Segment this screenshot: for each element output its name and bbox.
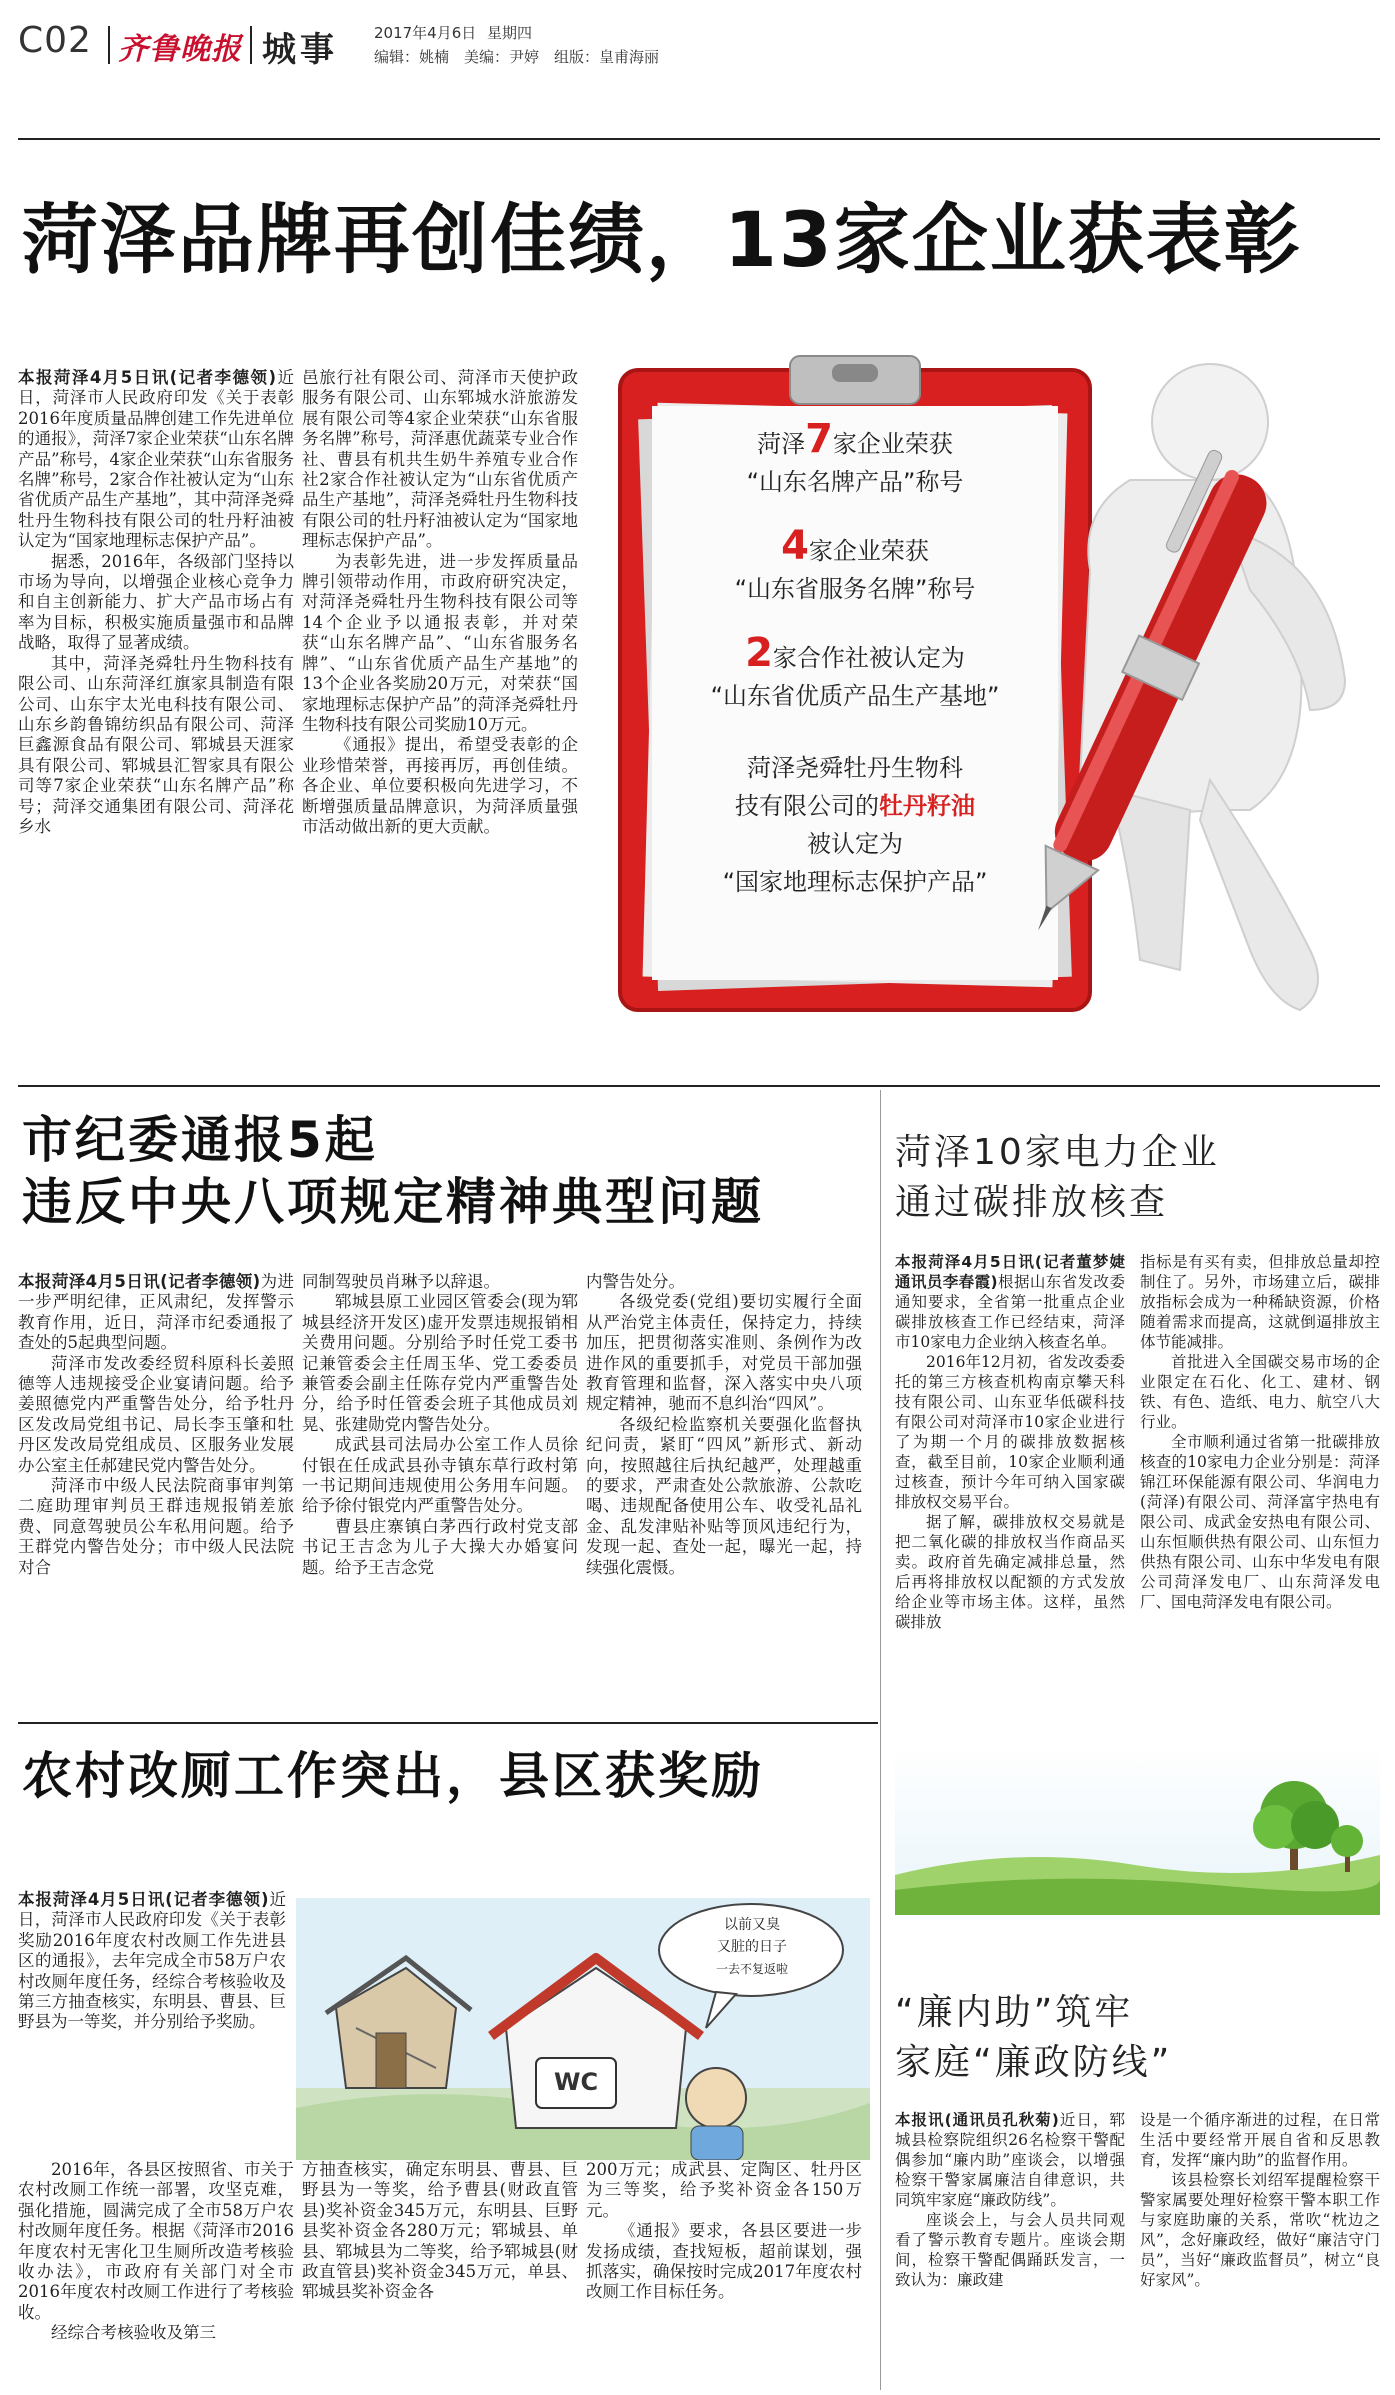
paragraph: 内警告处分。 [586, 1272, 685, 1291]
paragraph: 方抽查核实，确定东明县、曹县、巨野县为一等奖，给予曹县(财政直管县)奖补资金345万元，东明县、巨野县奖补资金各280万元；郓城县、单县、郓城县为二等奖，给予郓城县(财政直管县)奖补资金345万元，单县、郓城县奖补资金各 [302, 2160, 578, 2302]
paragraph: 经综合考核验收及第三 [51, 2323, 216, 2343]
section-rule [18, 1085, 1380, 1087]
bubble-line: 又脏的日子 [717, 1939, 787, 1955]
infographic-line: 被认定为 [807, 830, 903, 858]
clipboard-infographic [610, 350, 1390, 1050]
editor-credits: 编辑：姚楠 美编：尹婷 组版：皇甫海丽 [374, 48, 660, 66]
infographic-text [652, 416, 1058, 901]
paper-logo: 齐鲁晚报 [118, 32, 242, 67]
story3-column-1b [18, 2160, 294, 2390]
story2-column-1 [18, 1272, 294, 1692]
paragraph: 《通报》要求，各县区要进一步发扬成绩，查找短板，超前谋划，强抓落实，确保按时完成2017年度农村改厕工作目标任务。 [586, 2221, 862, 2302]
toilet-cartoon [296, 1898, 870, 2160]
story5-dateline: 本报讯(通讯员孔秋菊) [895, 2111, 1059, 2129]
paragraph: 为表彰先进，进一步发挥质量品牌引领带动作用，市政府研究决定，对菏泽尧舜牡丹生物科技有限公司等14个企业予以通报表彰，并对荣获“山东名牌产品”、“山东省服务名牌”、“山东省优质产品生产基地”的13个企业各奖励20万元，对荣获“国家地理标志保护产品”的菏泽尧舜牡丹生物科技有限公司奖励10万元。 [302, 551, 578, 734]
story4-dateline: 本报菏泽4月5日讯(记者董梦婕 通讯员李春霞) [895, 1253, 1125, 1291]
bubble-line: 一去不复返啦 [715, 1962, 788, 1976]
infographic-line: 家合作社被认定为 [772, 644, 965, 672]
page-number: C02 [18, 20, 92, 61]
masthead-rule [18, 138, 1380, 140]
paragraph: 近日，菏泽市人民政府印发《关于表彰奖励2016年度农村改厕工作先进县区的通报》，去年完成全市58万户农村改厕年度任务，经综合考核验收及第三方抽查核实，东明县、曹县、巨野县为一等奖，并分别给予奖励。 [18, 1890, 286, 2032]
cartoon-sign: WC [554, 2068, 599, 2096]
infographic-line: “国家地理标志保护产品” [722, 868, 988, 896]
paragraph: 各级纪检监察机关要强化监督执纪问责，紧盯“四风”新形式、新动向，按照越往后执纪越严，处理越重的要求，严肃查处公款旅游、公款吃喝、违规配备使用公车、收受礼品礼金、乱发津贴补贴等顶风违纪行为，发现一起、查处一起，曝光一起，持续强化震慑。 [586, 1414, 862, 1577]
paragraph: 近日，郓城县检察院组织26名检察干警配偶参加“廉内助”座谈会，以增强检察干警家属廉洁自律意识，共同筑牢家庭“廉政防线”。 [895, 2111, 1125, 2209]
infographic-number: 4 [781, 523, 809, 569]
masthead-divider [250, 26, 252, 64]
paragraph: 据了解，碳排放权交易就是把二氧化碳的排放权当作商品买卖。政府首先确定减排总量，然后再将排放权以配额的方式发放给企业等市场主体。这样，虽然碳排放 [895, 1513, 1125, 1631]
paragraph: 200万元；成武县、定陶区、牡丹区为三等奖，给予奖补资金各150万元。 [586, 2160, 862, 2220]
story4-headline-line1: 菏泽10家电力企业 [895, 1132, 1220, 1173]
paragraph: 全市顺利通过省第一批碳排放核查的10家电力企业分别是：菏泽锦江环保能源有限公司、华润电力(菏泽)有限公司、菏泽富宇热电有限公司、成武金安热电有限公司、山东恒顺供热有限公司、山东恒力供热有限公司、山东中华发电有限公司菏泽发电厂、山东菏泽发电厂、国电菏泽发电有限公司。 [1140, 1433, 1380, 1611]
paragraph: 据悉，2016年，各级部门坚持以市场为导向，以增强企业核心竞争力和自主创新能力、扩大产品市场占有率为目标，积极实施质量强市和品牌战略，取得了显著成绩。 [18, 551, 294, 653]
paragraph: 座谈会上，与会人员共同观看了警示教育专题片。座谈会期间，检察干警配偶踊跃发言，一致认为：廉政建 [895, 2211, 1125, 2289]
infographic-line: “山东名牌产品”称号 [746, 468, 964, 496]
infographic-line: “山东省优质产品生产基地” [710, 682, 1000, 710]
paragraph: 该县检察长刘绍军提醒检察干警家属要处理好检察干警本职工作与家庭助廉的关系，常吹“枕边之风”，念好廉政经，做好“廉洁守门员”，当好“廉政监督员”，树立“良好家风”。 [1140, 2171, 1380, 2289]
paragraph: 设是一个循序渐进的过程，在日常生活中要经常开展自省和反思教育，发挥“廉内助”的监督作用。 [1140, 2111, 1380, 2169]
speech-bubble [668, 1914, 836, 1980]
story4-column-2 [1140, 1252, 1380, 1772]
infographic-line: 菏泽 [757, 430, 806, 458]
column-divider [880, 1090, 881, 2390]
paragraph: 各级党委(党组)要切实履行全面从严治党主体责任，保持定力，持续加压，把贯彻落实准则、条例作为改进作风的重要抓手，对党员干部加强教育管理和监督，深入落实中央八项规定精神，驰而不息纠治“四风”。 [586, 1292, 862, 1414]
paragraph: 同制驾驶员肖琳予以辞退。 [302, 1272, 500, 1291]
infographic-line: 技有限公司的 [735, 792, 879, 820]
paragraph: 2016年，各县区按照省、市关于农村改厕工作统一部署，攻坚克难，强化措施，圆满完成了全市58万户农村改厕年度任务。根据《菏泽市2016年度农村无害化卫生厕所改造考核验收办法》，市政府有关部门对全市2016年度农村改厕工作进行了考核验收。 [18, 2160, 294, 2322]
infographic-line: 菏泽尧舜牡丹生物科 [747, 754, 963, 782]
story3-dateline: 本报菏泽4月5日讯(记者李德领) [18, 1890, 269, 1909]
paragraph: 首批进入全国碳交易市场的企业限定在石化、化工、建材、钢铁、有色、造纸、电力、航空八大行业。 [1140, 1353, 1380, 1431]
story1-headline: 菏泽品牌再创佳绩，13家企业获表彰 [22, 195, 1302, 284]
story1-dateline: 本报菏泽4月5日讯(记者李德领) [18, 368, 277, 387]
infographic-line: 家企业荣获 [832, 430, 953, 458]
landscape-art [895, 1745, 1380, 1915]
paragraph: 根据山东省发改委通知要求，全省第一批重点企业碳排放核查工作已经结束，菏泽市10家电力企业纳入核查名单。 [895, 1273, 1125, 1351]
infographic-line: “山东省服务名牌”称号 [734, 575, 976, 603]
story4-headline-line2: 通过碳排放核查 [895, 1182, 1169, 1223]
story1-column-2 [302, 368, 578, 1048]
story2-column-2 [302, 1272, 578, 1692]
paragraph: 曹县庄寨镇白茅西行政村党支部书记王吉念为儿子大操大办婚宴问题。给予王吉念党 [302, 1516, 578, 1577]
story5-column-2 [1140, 2110, 1380, 2390]
story5-headline-line1: “廉内助”筑牢 [895, 1992, 1134, 2033]
infographic-highlight: 牡丹籽油 [879, 792, 975, 820]
section-name: 城事 [262, 30, 338, 70]
issue-date: 2017年4月6日 星期四 [374, 24, 533, 42]
story3-column-2 [302, 2160, 578, 2390]
paragraph: 近日，菏泽市人民政府印发《关于表彰2016年度质量品牌创建工作先进单位的通报》，菏泽7家企业荣获“山东名牌产品”称号，4家企业荣获“山东省服务名牌”称号，2家合作社被认定为“山东省优质产品生产基地”，其中菏泽尧舜牡丹生物科技有限公司的牡丹籽油被认定为“国家地理标志保护产品”。 [18, 368, 294, 551]
section-rule [18, 1722, 878, 1724]
paragraph: 2016年12月初，省发改委委托的第三方核查机构南京攀天科技有限公司、山东亚华低碳科技有限公司对菏泽市10家企业进行了为期一个月的碳排放数据核查，截至目前，10家企业顺利通过核查，预计今年可纳入国家碳排放权交易平台。 [895, 1353, 1125, 1511]
story2-headline-line1: 市纪委通报5起 [22, 1111, 378, 1169]
bubble-line: 以前又臭 [724, 1917, 780, 1933]
paragraph: 成武县司法局办公室工作人员徐付银在任成武县孙寺镇东草行政村第一书记期间违规使用公务用车问题。给予徐付银党内严重警告处分。 [302, 1435, 578, 1516]
paragraph: 其中，菏泽尧舜牡丹生物科技有限公司、山东菏泽红旗家具制造有限公司、山东宇太光电科技有限公司、山东乡韵鲁锦纺织品有限公司、菏泽巨鑫源食品有限公司、郓城县天涯家具有限公司、郓城县汇智家具有限公司等7家企业荣获“山东名牌产品”称号；菏泽交通集团有限公司、菏泽花乡水 [18, 653, 294, 836]
story4-column-1 [895, 1252, 1125, 1772]
infographic-number: 2 [745, 630, 773, 676]
story5-column-1 [895, 2110, 1125, 2390]
infographic-line: 家企业荣获 [808, 537, 929, 565]
paragraph: 指标是有买有卖，但排放总量却控制住了。另外，市场建立后，碳排放指标会成为一种稀缺资源，价格随着需求而提高，这就倒逼排放主体节能减排。 [1140, 1253, 1380, 1351]
paragraph: 菏泽市中级人民法院商事审判第二庭助理审判员王群违规报销差旅费、同意驾驶员公车私用问题。给予王群党内警告处分；市中级人民法院对合 [18, 1476, 294, 1577]
masthead-divider [108, 26, 110, 64]
story3-headline: 农村改厕工作突出，县区获奖励 [22, 1747, 764, 1805]
story3-column-3 [586, 2160, 862, 2390]
paragraph: 菏泽市发改委经贸科原科长姜照德等人违规接受企业宴请问题。给予姜照德党内严重警告处分，给予牡丹区发改局党组书记、局长李玉肇和牡丹区发改局党组成员、区服务业发展办公室主任郝建民党内警告处分。 [18, 1353, 294, 1475]
story2-dateline: 本报菏泽4月5日讯(记者李德领) [18, 1272, 261, 1291]
paragraph: 为进一步严明纪律，正风肃纪，发挥警示教育作用，近日，菏泽市纪委通报了查处的5起典型问题。 [18, 1272, 294, 1353]
story5-headline-line2: 家庭“廉政防线” [895, 2042, 1173, 2083]
story2-column-3 [586, 1272, 862, 1692]
paragraph: 郓城县原工业园区管委会(现为郓城县经济开发区)虚开发票违规报销相关费用问题。分别给予时任党工委书记兼管委会主任周玉华、党工委委员兼管委会副主任陈存党内严重警告处分，给予时任管委会班子其他成员刘晃、张建勋党内警告处分。 [302, 1292, 578, 1434]
paragraph: 邑旅行社有限公司、菏泽市天使护政服务有限公司、山东郓城水浒旅游发展有限公司等4家企业荣获“山东省服务名牌”称号，菏泽惠优蔬菜专业合作社、曹县有机共生奶牛养殖专业合作社2家合作社被认定为“山东省优质产品生产基地”，菏泽尧舜牡丹生物科技有限公司的牡丹籽油被认定为“国家地理标志保护产品”。 [302, 368, 578, 551]
paragraph: 《通报》提出，希望受表彰的企业珍惜荣誉，再接再厉，再创佳绩。各企业、单位要积极向先进学习，不断增强质量品牌意识，为菏泽质量强市活动做出新的更大贡献。 [302, 735, 578, 836]
story2-headline-line2: 违反中央八项规定精神典型问题 [22, 1173, 764, 1231]
infographic-number: 7 [805, 416, 833, 462]
story1-column-1 [18, 368, 294, 1048]
story3-column-1a [18, 1890, 286, 2155]
tree-landscape-illustration [895, 1745, 1380, 1915]
